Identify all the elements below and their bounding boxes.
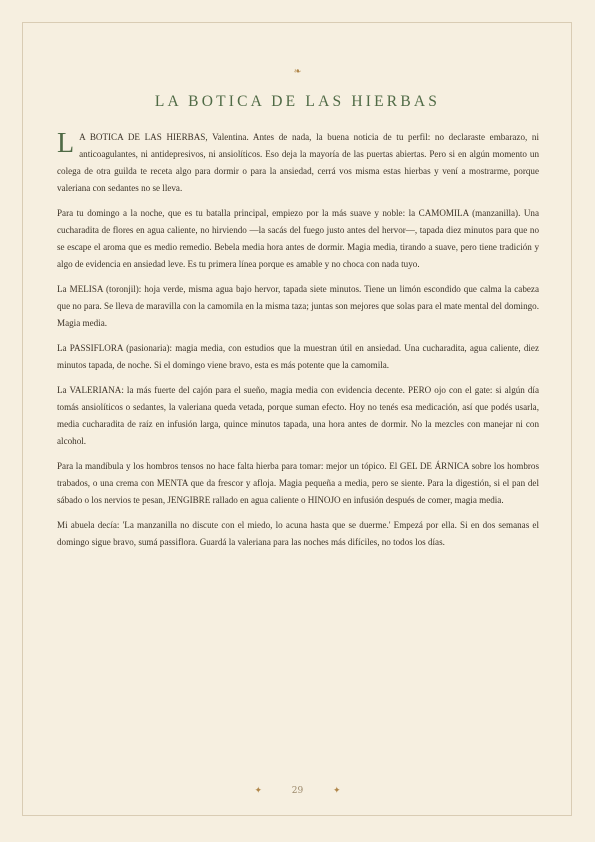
star-ornament-icon: ✦ (332, 786, 341, 796)
paragraph (57, 129, 539, 197)
paragraph: La PASSIFLORA (pasionaria): magia media, con estudios que la muestran útil en ansiedad. Una cucharadita, agua caliente, diez minutos tapada, de noche. Si el domingo viene bravo, esta es más potente que la camomila. (57, 343, 539, 370)
article-body (57, 129, 539, 559)
paragraph: La MELISA (toronjil): hoja verde, misma agua bajo hervor, tapada siete minutos. Tiene un limón escondido que calma la cabeza que no para. Se lleva de maravilla con la camomila en la misma taza; juntas son mejores que solas para el mate mental del domingo. Magia media. (57, 284, 539, 328)
paragraph: La VALERIANA: la más fuerte del cajón para el sueño, magia media con evidencia decente. PERO ojo con el gate: si algún día tomás ansiolíticos o sedantes, la valeriana queda vetada, porque suman efecto. Hoy no tenés esa medicación, así que podés usarla, media cucharadita de raíz en infusión larga, quince minutos tapada, una hora antes de dormir. No la mezcles con manejar ni con alcohol. (57, 385, 539, 446)
page-title: LA BOTICA DE LAS HIERBAS (154, 93, 441, 110)
page-number: 29 (291, 786, 304, 796)
paragraph: Mi abuela decía: 'La manzanilla no discute con el miedo, lo acuna hasta que se duerme.' Empezá por ella. Si en dos semanas el domingo sigue bravo, sumá passiflora. Guardá la valeriana para las noches más difíciles, no todos los días. (57, 520, 539, 547)
leaf-ornament-icon: ❧ (293, 67, 302, 77)
star-ornament-icon: ✦ (254, 786, 263, 796)
page-footer (0, 785, 595, 797)
paragraph: Para la mandíbula y los hombros tensos no hace falta hierba para tomar: mejor un tópico. El GEL DE ÁRNICA sobre los hombros trabados, o una crema con MENTA que da frescor y afloja. Magia pequeña a media, pero se siente. Para la digestión, si el pan del sábado o los nervios te pesan, JENGIBRE rallado en agua caliente o HINOJO en infusión después de comer, magia media. (57, 461, 539, 505)
paragraph: Para tu domingo a la noche, que es tu batalla principal, empiezo por la más suave y noble: la CAMOMILA (manzanilla). Una cucharadita de flores en agua caliente, no hirviendo —la sacás del fuego justo antes del hervor—, tapada diez minutos para que no se escape el aroma que es medio remedio. Bebela media hora antes de dormir. Magia media, tirando a suave, pero tiene tradición y algo de evidencia en ansiedad leve. Es tu primera línea porque es amable y no choca con nada tuyo. (57, 208, 539, 269)
drop-cap: L (57, 128, 75, 159)
paragraph-text: A BOTICA DE LAS HIERBAS, Valentina. Antes de nada, la buena noticia de tu perfil: no declaraste embarazo, ni anticoagulantes, ni antidepresivos, ni ansiolíticos. Eso deja la mayoría de las puertas abiertas. Pero si en algún momento un colega de otra guilda te receta algo para dormir o para la ansiedad, cerrá vos misma estas hierbas y vení a mostrarme, porque valeriana con sedantes no se lleva. (57, 132, 539, 193)
